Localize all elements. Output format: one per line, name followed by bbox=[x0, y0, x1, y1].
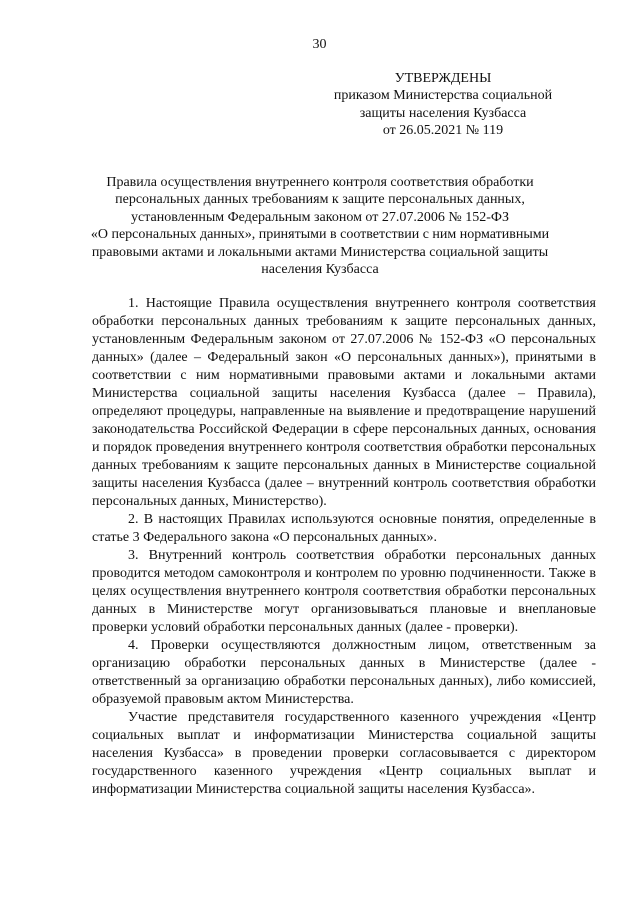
title-line: персональных данных требованиям к защите персональных данных, bbox=[115, 192, 525, 208]
paragraph-1: 1. Настоящие Правила осуществления внутреннего контроля соответствия обработки персональных данных требованиям к защите персональных данных, установленным Федеральным законом от 27.07.2006 № 152-ФЗ «О персональных данных» (далее – Федеральный закон «О персональных данных»), принятыми в соответствии с ним нормативными правовыми актами и локальными актами Министерства социальной защиты населения Кузбасса (далее – Правила), определяют процедуры, направленные на выявление и предотвращение нарушений законодательства Российской Федерации в сфере персональных данных, основания и порядок проведения внутреннего контроля соответствия обработки персональных данных требованиям к защите персональных данных в Министерстве социальной защиты населения Кузбасса (далее – внутренний контроль соответствия обработки персональных данных, Министерство). bbox=[92, 296, 596, 509]
paragraph-5: Участие представителя государственного казенного учреждения «Центр социальных выплат и информатизации Министерства социальной защиты населения Кузбасса» в проведении проверки согласовывается с директором государственного казенного учреждения «Центр социальных выплат и информатизации Министерства социальной защиты населения Кузбасса». bbox=[92, 710, 596, 797]
approval-date-line: от 26.05.2021 № 119 bbox=[382, 123, 504, 139]
document-body bbox=[92, 295, 596, 799]
title-line: «О персональных данных», принятыми в соответствии с ним нормативными bbox=[90, 227, 550, 243]
title-line: населения Кузбасса bbox=[261, 262, 379, 278]
approval-ministry-line: защиты населения Кузбасса bbox=[359, 105, 527, 121]
approval-order-line: приказом Министерства социальной bbox=[333, 88, 553, 104]
paragraph-2: 2. В настоящих Правилах используются основные понятия, определенные в статье 3 Федерального закона «О персональных данных». bbox=[92, 512, 596, 545]
document-title bbox=[80, 174, 560, 278]
approval-block bbox=[318, 70, 568, 140]
page-number: 30 bbox=[312, 37, 327, 52]
title-line: правовыми актами и локальными актами Министерства социальной защиты bbox=[91, 244, 549, 260]
title-line: Правила осуществления внутреннего контроля соответствия обработки bbox=[106, 175, 534, 190]
title-line: установленным Федеральным законом от 27.07.2006 № 152-ФЗ bbox=[131, 209, 509, 225]
approval-heading: УТВЕРЖДЕНЫ bbox=[394, 71, 492, 86]
paragraph-4: 4. Проверки осуществляются должностным лицом, ответственным за организацию обработки персональных данных в Министерстве (далее - ответственный за организацию обработки персональных данных), либо комиссией, образуемой правовым актом Министерства. bbox=[92, 638, 596, 707]
paragraph-3: 3. Внутренний контроль соответствия обработки персональных данных проводится методом самоконтроля и контролем по уровню подчиненности. Также в целях осуществления внутреннего контроля соответствия обработки персональных данных в Министерстве могут организовываться плановые и внеплановые проверки условий обработки персональных данных (далее - проверки). bbox=[92, 548, 596, 635]
